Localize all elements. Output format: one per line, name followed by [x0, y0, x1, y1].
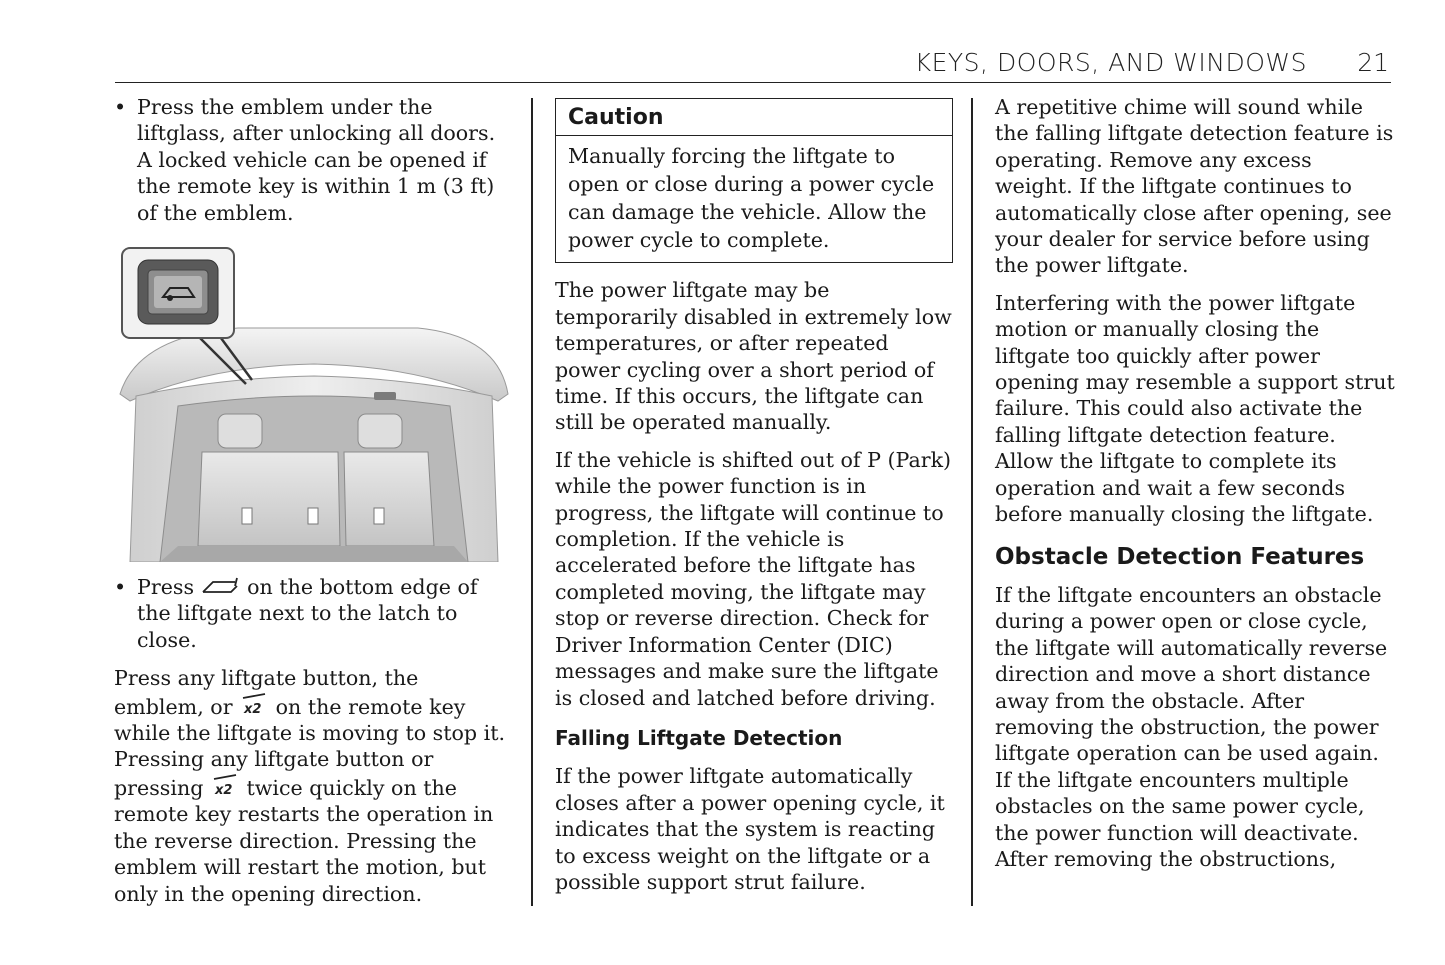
paragraph: If the vehicle is shifted out of P (Park) while the power function is in progress, the liftgate will continue to completion. If the vehicle is accelerated before the liftgate has completed moving, the liftgate may stop or reverse direction. Check for Driver Information Center (DIC) messages and make sure the liftgate is closed and latched before driving. [555, 447, 952, 710]
liftgate-emblem-illustration [118, 246, 510, 562]
paragraph-text: twice quickly on the remote key restarts the operation in the reverse direction. Pressing the emblem will restart the motion, but only in the opening direction. [114, 775, 494, 906]
paragraph [114, 665, 514, 907]
bullet-marker: • [114, 575, 127, 600]
bullet-text: Press the emblem under the liftglass, after unlocking all doors. A locked vehicle can be opened if the remote key is within 1 m (3 ft) of the emblem. [137, 95, 496, 225]
bullet-item [114, 94, 514, 226]
paragraph-text: Press any liftgate button, the emblem, or [114, 666, 419, 719]
column-divider [971, 98, 973, 906]
column-left [114, 94, 514, 918]
paragraph: If the power liftgate automatically closes after a power opening cycle, it indicates that the system is reacting to excess weight on the liftgate or a possible support strut failure. [555, 764, 945, 894]
caution-box [555, 98, 953, 263]
column-right [995, 94, 1395, 883]
subheading-falling-liftgate: Falling Liftgate Detection [555, 725, 843, 750]
liftgate-close-icon [201, 576, 241, 598]
section-title: KEYS, DOORS, AND WINDOWS [914, 48, 1307, 77]
page-header [115, 48, 1391, 83]
caution-title: Caution [556, 99, 952, 136]
bullet-marker: • [114, 95, 127, 119]
paragraph: Interfering with the power liftgate motion or manually closing the liftgate too quickly after power opening may resemble a support strut failure. This could also activate the falling liftgate detection feature. Allow the liftgate to complete its operation and wait a few seconds before manually closing the liftgate. [995, 290, 1395, 527]
svg-text:x2: x2 [244, 701, 262, 717]
paragraph: The power liftgate may be temporarily disabled in extremely low temperatures, or after repeated power cycling over a short period of time. If this occurs, the liftgate can still be operated manually. [555, 278, 952, 435]
column-middle [555, 94, 953, 906]
paragraph-text: on the remote key while the liftgate is moving to stop it. Pressing any liftgate button or pressing [114, 694, 506, 800]
bullet-text-post: on the bottom edge of the liftgate next to the latch to close. [137, 575, 478, 652]
paragraph: A repetitive chime will sound while the falling liftgate detection feature is operating. Remove any excess weight. If the liftgate continues to automatically close after opening, see your dealer for service before using the power liftgate. [995, 95, 1394, 278]
heading-obstacle-detection: Obstacle Detection Features [995, 543, 1365, 570]
page-number: 21 [1357, 48, 1389, 77]
paragraph: If the liftgate encounters an obstacle during a power open or close cycle, the liftgate will automatically reverse direction and move a short distance away from the obstacle. After removing the obstruction, the power liftgate operation can be used again. If the liftgate encounters multiple obstacles on the same power cycle, the power function will deactivate. After removing the obstructions, [995, 582, 1388, 871]
svg-text:x2: x2 [214, 782, 233, 798]
liftgate-remote-x2-icon [210, 773, 240, 799]
column-divider [531, 98, 533, 906]
bullet-item [114, 574, 514, 653]
liftgate-remote-x2-icon [239, 692, 269, 718]
cargo-area-drawing [118, 246, 510, 562]
caution-text: Manually forcing the liftgate to open or close during a power cycle can damage the vehicle. Allow the power cycle to complete. [568, 144, 935, 253]
bullet-text-pre: Press [137, 575, 195, 600]
